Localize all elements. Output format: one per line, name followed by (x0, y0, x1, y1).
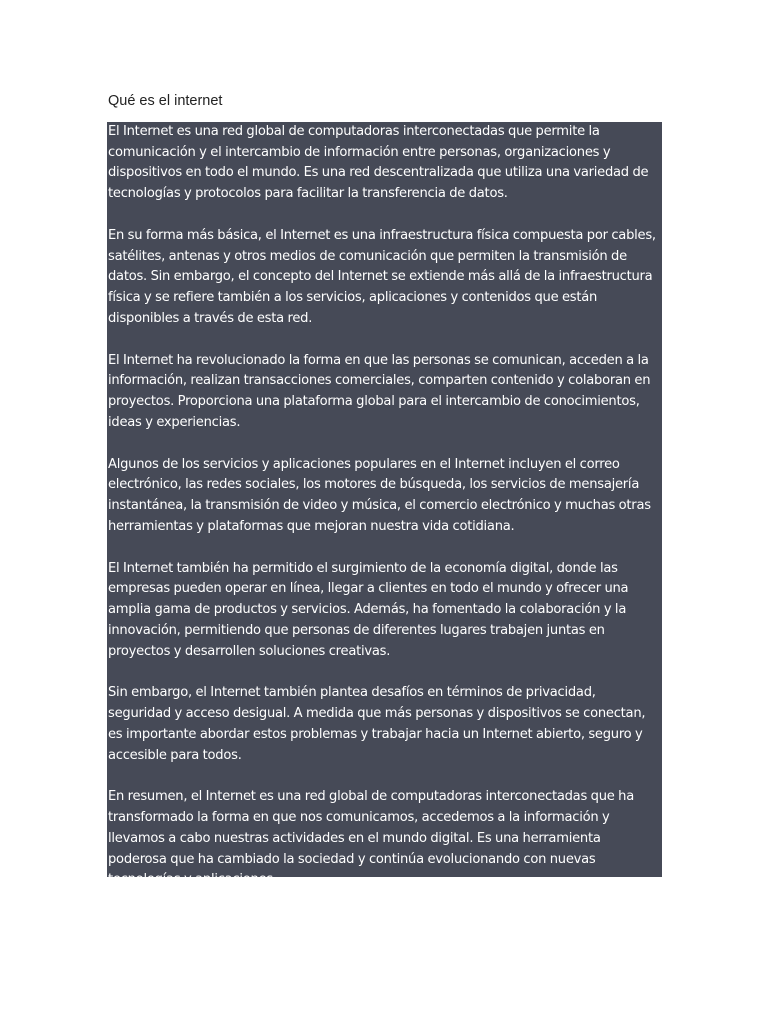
paragraph-1: El Internet es una red global de computadoras interconectadas que permite la comunicación y el intercambio de información entre personas, organizaciones y dispositivos en todo el mundo. Es una red descentralizada que utiliza una variedad de tecnologías y protocolos para facilitar la transferencia de datos. (108, 124, 649, 202)
paragraph-5: El Internet también ha permitido el surgimiento de la economía digital, donde las empresas pueden operar en línea, llegar a clientes en todo el mundo y ofrecer una amplia gama de productos y servicios. Además, ha fomentado la colaboración y la innovación, permitiendo que personas de diferentes lugares trabajen juntas en proyectos y desarrollen soluciones creativas. (108, 560, 629, 659)
text-content-box (107, 122, 662, 888)
paragraph-6: Sin embargo, el Internet también plantea desafíos en términos de privacidad, seguridad y acceso desigual. A medida que más personas y dispositivos se conectan, es importante abordar estos problemas y trabajar hacia un Internet abierto, seguro y accesible para todos. (108, 685, 646, 763)
paragraph-2: En su forma más básica, el Internet es una infraestructura física compuesta por cables, satélites, antenas y otros medios de comunicación que permiten la transmisión de datos. Sin embargo, el concepto del Internet se extiende más allá de la infraestructura física y se refiere también a los servicios, aplicaciones y contenidos que están disponibles a través de esta red. (108, 228, 656, 326)
paragraph-3: El Internet ha revolucionado la forma en que las personas se comunican, acceden a la información, realizan transacciones comerciales, comparten contenido y colaboran en proyectos. Proporciona una plataforma global para el intercambio de conocimientos, ideas y experiencias. (108, 352, 651, 430)
paragraph-4: Algunos de los servicios y aplicaciones populares en el Internet incluyen el correo electrónico, las redes sociales, los motores de búsqueda, los servicios de mensajería instantánea, la transmisión de video y música, el comercio electrónico y muchas otras herramientas y plataformas que mejoran nuestra vida cotidiana. (108, 456, 651, 534)
paragraph-7: En resumen, el Internet es una red global de computadoras interconectadas que ha transformado la forma en que nos comunicamos, accedemos a la información y llevamos a cabo nuestras actividades en el mundo digital. Es una herramienta poderosa que ha cambiado la sociedad y continúa evolucionando con nuevas tecnologías y aplicaciones. (108, 789, 634, 888)
page-title: Qué es el internet (108, 93, 223, 109)
